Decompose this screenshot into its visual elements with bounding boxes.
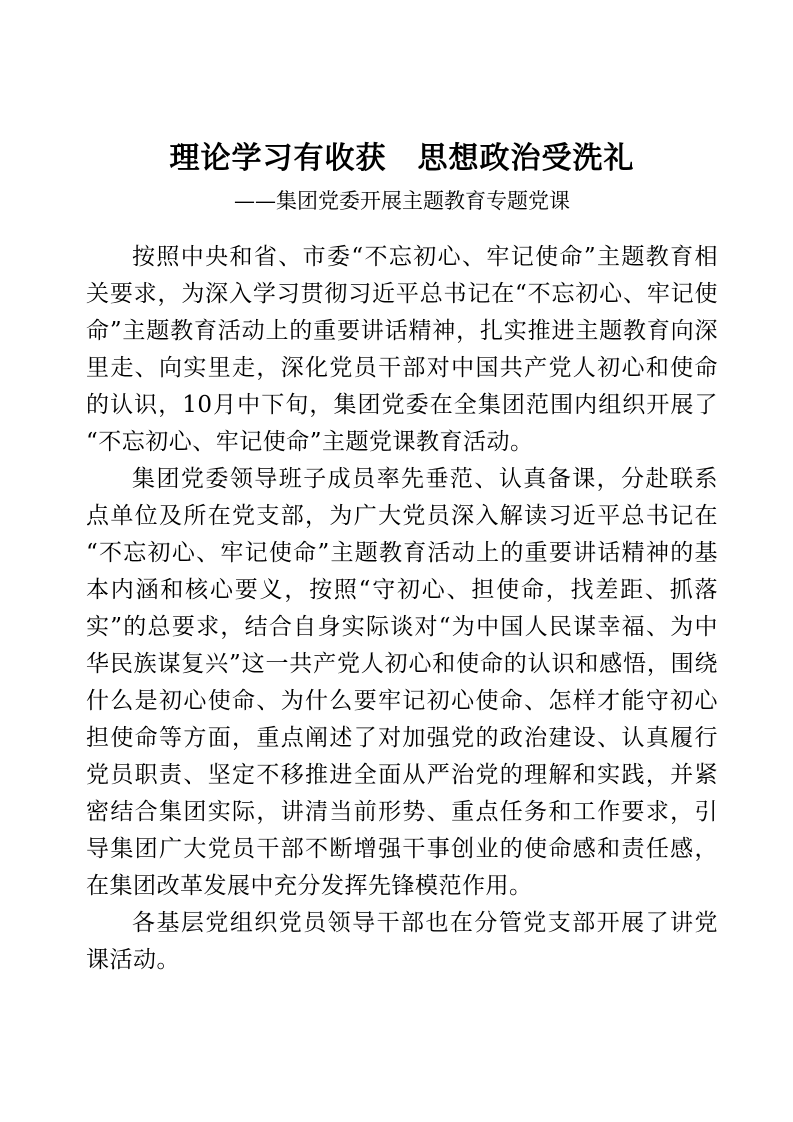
document-subtitle: ——集团党委开展主题教育专题党课 [234,189,570,213]
paragraph-1: 按照中央和省、市委“不忘初心、牢记使命”主题教育相关要求，为深入学习贯彻习近平总书记在“不忘初心、牢记使命”主题教育活动上的重要讲话精神，扎实推进主题教育向深里走、向实里走，深化党员干部对中国共产党人初心和使命的认识，10月中下旬，集团党委在全集团范围内组织开展了“不忘初心、牢记使命”主题党课教育活动。 [86,244,718,455]
document-content [86,0,718,979]
paragraph-2: 集团党委领导班子成员率先垂范、认真备课，分赴联系点单位及所在党支部，为广大党员深入解读习近平总书记在“不忘初心、牢记使命”主题教育活动上的重要讲话精神的基本内涵和核心要义，按照“守初心、担使命，找差距、抓落实”的总要求，结合自身实际谈对“为中国人民谋幸福、为中华民族谋复兴”这一共产党人初心和使命的认识和感悟，围绕什么是初心使命、为什么要牢记初心使命、怎样才能守初心担使命等方面，重点阐述了对加强党的政治建设、认真履行党员职责、坚定不移推进全面从严治党的理解和实践，并紧密结合集团实际，讲清当前形势、重点任务和工作要求，引导集团广大党员干部不断增强干事创业的使命感和责任感，在集团改革发展中充分发挥先锋模范作用。 [86,466,718,899]
paragraph-3: 各基层党组织党员领导干部也在分管党支部开展了讲党课活动。 [86,910,718,973]
document-title: 理论学习有收获 思想政治受洗礼 [169,141,635,176]
document-body [86,239,718,979]
